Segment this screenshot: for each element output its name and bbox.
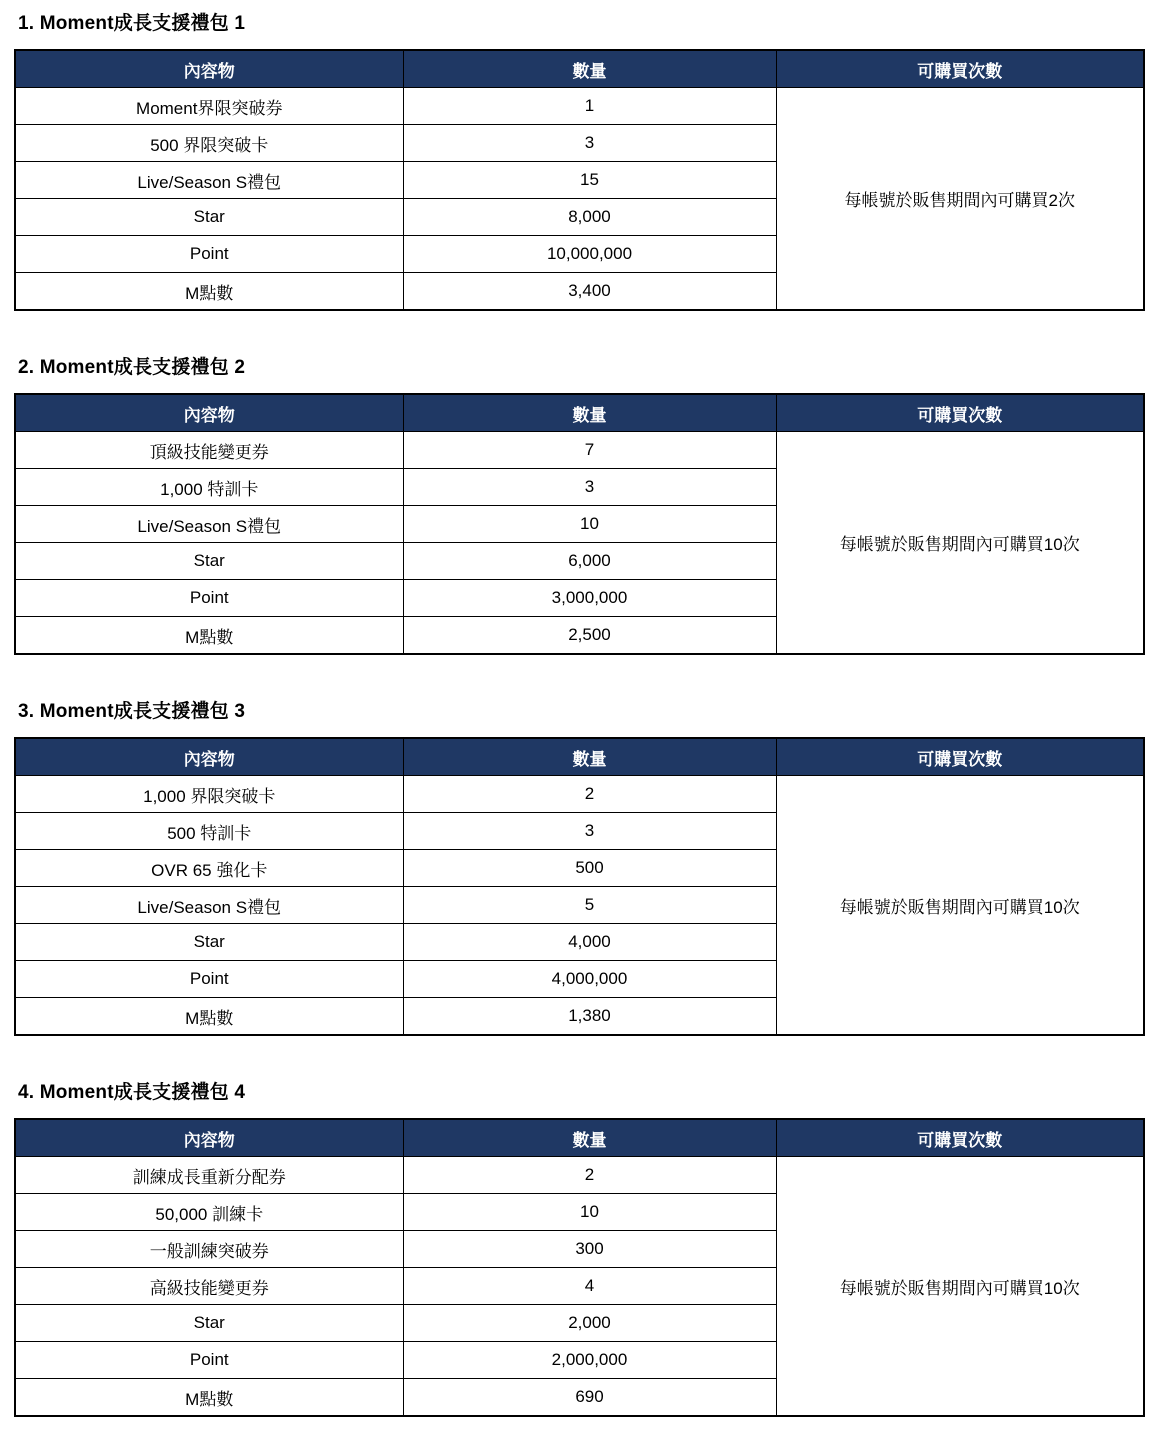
column-header-item: 內容物 <box>15 50 403 88</box>
table-row <box>15 776 1144 813</box>
quantity-cell: 8,000 <box>403 199 776 236</box>
column-header-quantity: 數量 <box>403 1119 776 1157</box>
item-name-cell: 500 界限突破卡 <box>15 125 403 162</box>
column-header-quantity: 數量 <box>403 738 776 776</box>
quantity-cell: 1,380 <box>403 998 776 1036</box>
item-name-cell: 高級技能變更券 <box>15 1268 403 1305</box>
item-name-cell: Live/Season S禮包 <box>15 506 403 543</box>
quantity-cell: 6,000 <box>403 543 776 580</box>
quantity-cell: 10 <box>403 506 776 543</box>
item-name-cell: Star <box>15 543 403 580</box>
item-name-cell: 50,000 訓練卡 <box>15 1194 403 1231</box>
quantity-cell: 3,400 <box>403 273 776 311</box>
section-title: 2. Moment成長支援禮包 2 <box>18 357 246 378</box>
gift-package-document <box>14 8 1143 1417</box>
item-name-cell: Live/Season S禮包 <box>15 887 403 924</box>
quantity-cell: 2 <box>403 776 776 813</box>
item-name-cell: Point <box>15 580 403 617</box>
item-name-cell: 1,000 界限突破卡 <box>15 776 403 813</box>
gift-package-section <box>14 696 1143 1036</box>
purchase-limit-cell: 每帳號於販售期間內可購買10次 <box>776 432 1144 655</box>
item-name-cell: Point <box>15 1342 403 1379</box>
column-header-purchase-limit: 可購買次數 <box>776 394 1144 432</box>
column-header-purchase-limit: 可購買次數 <box>776 738 1144 776</box>
quantity-cell: 2,000 <box>403 1305 776 1342</box>
gift-package-section <box>14 1077 1143 1417</box>
quantity-cell: 10,000,000 <box>403 236 776 273</box>
quantity-cell: 2,500 <box>403 617 776 655</box>
quantity-cell: 1 <box>403 88 776 125</box>
quantity-cell: 690 <box>403 1379 776 1417</box>
quantity-cell: 3 <box>403 469 776 506</box>
column-header-item: 內容物 <box>15 738 403 776</box>
section-title: 1. Moment成長支援禮包 1 <box>18 13 246 34</box>
item-name-cell: Moment界限突破券 <box>15 88 403 125</box>
quantity-cell: 3 <box>403 813 776 850</box>
quantity-cell: 300 <box>403 1231 776 1268</box>
gift-package-section <box>14 352 1143 655</box>
purchase-limit-cell: 每帳號於販售期間內可購買10次 <box>776 776 1144 1036</box>
quantity-cell: 15 <box>403 162 776 199</box>
item-name-cell: Star <box>15 199 403 236</box>
item-name-cell: OVR 65 強化卡 <box>15 850 403 887</box>
table-row <box>15 88 1144 125</box>
item-name-cell: 500 特訓卡 <box>15 813 403 850</box>
item-name-cell: M點數 <box>15 1379 403 1417</box>
item-name-cell: Point <box>15 236 403 273</box>
section-title: 4. Moment成長支援禮包 4 <box>18 1082 246 1103</box>
package-table <box>14 1118 1145 1417</box>
quantity-cell: 7 <box>403 432 776 469</box>
package-table <box>14 49 1145 311</box>
quantity-cell: 3,000,000 <box>403 580 776 617</box>
purchase-limit-cell: 每帳號於販售期間內可購買2次 <box>776 88 1144 311</box>
quantity-cell: 4,000 <box>403 924 776 961</box>
package-table <box>14 737 1145 1036</box>
package-table <box>14 393 1145 655</box>
quantity-cell: 500 <box>403 850 776 887</box>
item-name-cell: Star <box>15 1305 403 1342</box>
quantity-cell: 5 <box>403 887 776 924</box>
item-name-cell: 訓練成長重新分配券 <box>15 1157 403 1194</box>
header-row <box>15 738 1144 776</box>
item-name-cell: Live/Season S禮包 <box>15 162 403 199</box>
gift-package-section <box>14 8 1143 311</box>
column-header-quantity: 數量 <box>403 394 776 432</box>
column-header-purchase-limit: 可購買次數 <box>776 1119 1144 1157</box>
item-name-cell: 1,000 特訓卡 <box>15 469 403 506</box>
header-row <box>15 50 1144 88</box>
header-row <box>15 1119 1144 1157</box>
table-row <box>15 432 1144 469</box>
column-header-purchase-limit: 可購買次數 <box>776 50 1144 88</box>
quantity-cell: 10 <box>403 1194 776 1231</box>
purchase-limit-cell: 每帳號於販售期間內可購買10次 <box>776 1157 1144 1417</box>
quantity-cell: 4,000,000 <box>403 961 776 998</box>
item-name-cell: Star <box>15 924 403 961</box>
column-header-quantity: 數量 <box>403 50 776 88</box>
section-title: 3. Moment成長支援禮包 3 <box>18 701 246 722</box>
item-name-cell: M點數 <box>15 617 403 655</box>
item-name-cell: Point <box>15 961 403 998</box>
quantity-cell: 3 <box>403 125 776 162</box>
quantity-cell: 4 <box>403 1268 776 1305</box>
item-name-cell: M點數 <box>15 273 403 311</box>
quantity-cell: 2 <box>403 1157 776 1194</box>
column-header-item: 內容物 <box>15 1119 403 1157</box>
header-row <box>15 394 1144 432</box>
column-header-item: 內容物 <box>15 394 403 432</box>
quantity-cell: 2,000,000 <box>403 1342 776 1379</box>
table-row <box>15 1157 1144 1194</box>
item-name-cell: M點數 <box>15 998 403 1036</box>
item-name-cell: 一般訓練突破券 <box>15 1231 403 1268</box>
item-name-cell: 頂級技能變更券 <box>15 432 403 469</box>
